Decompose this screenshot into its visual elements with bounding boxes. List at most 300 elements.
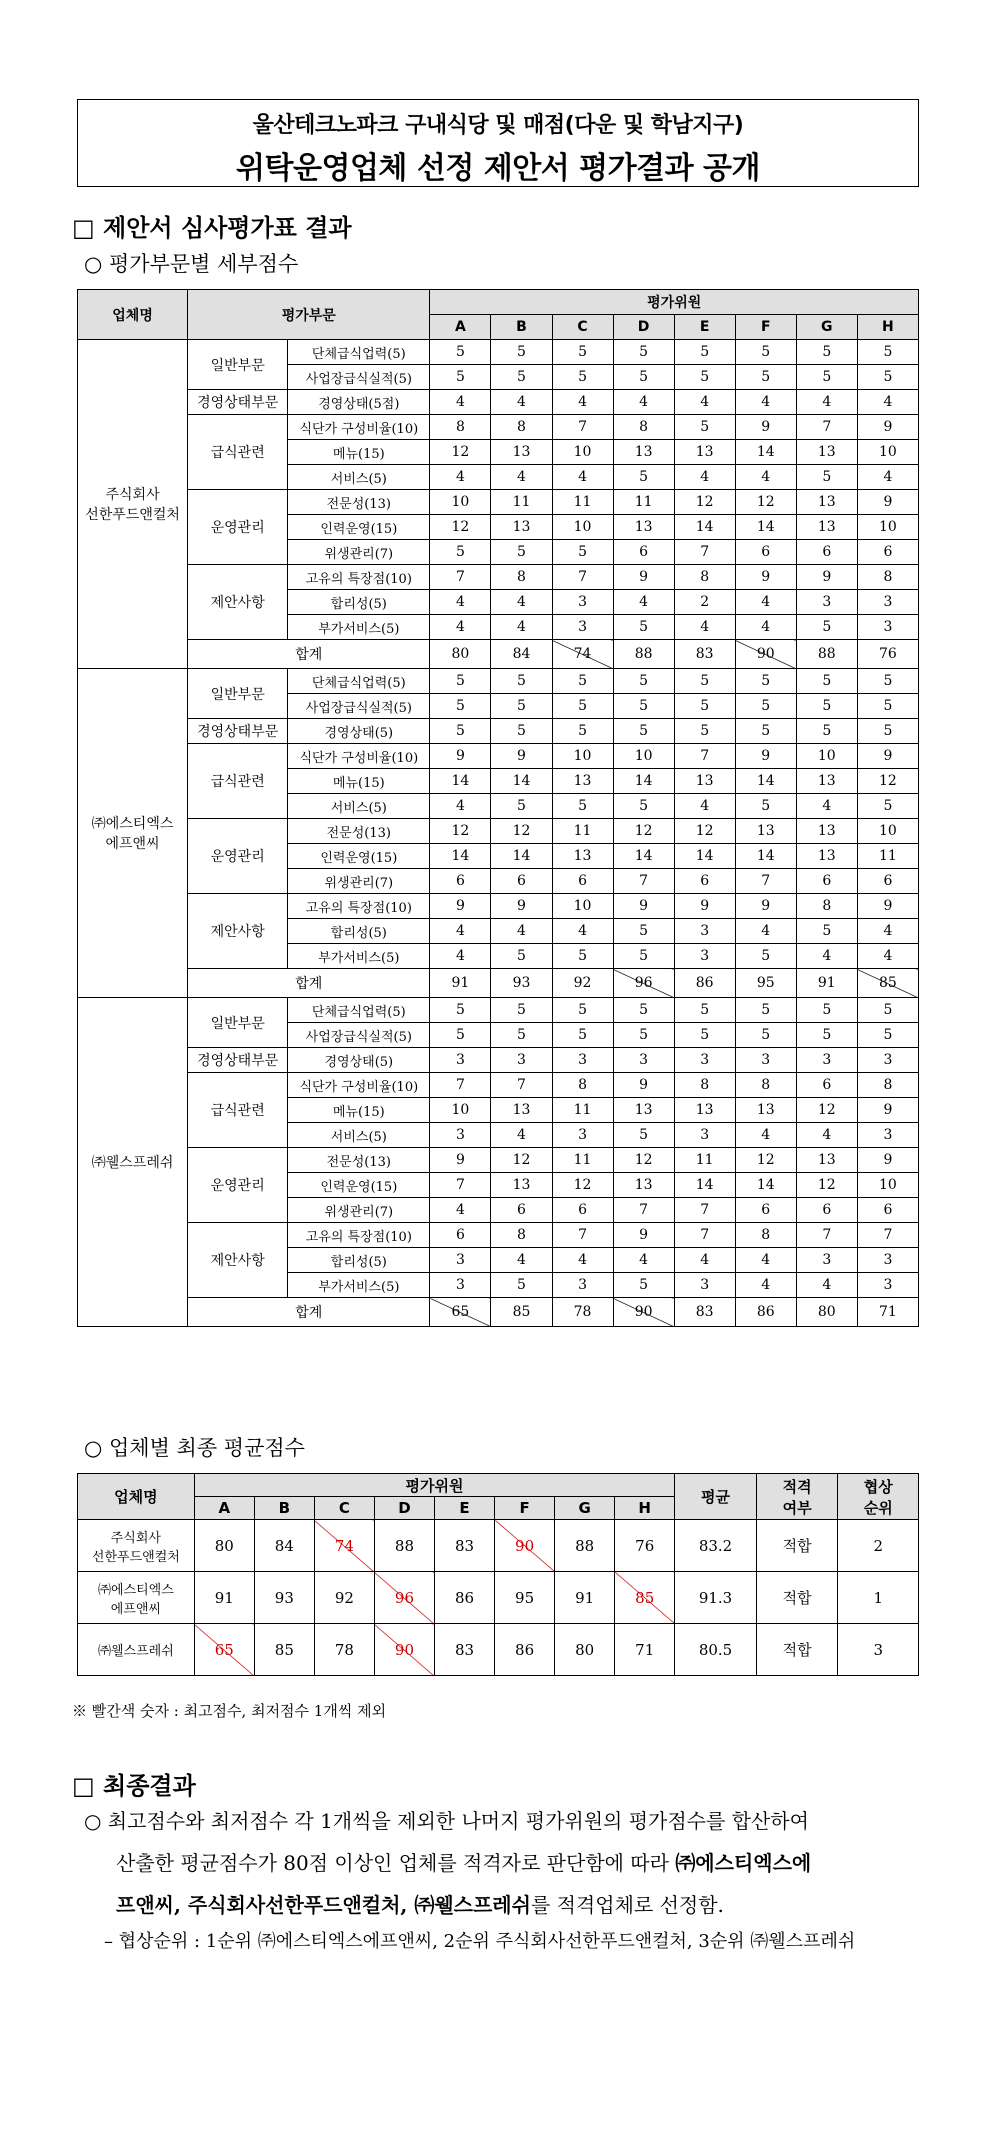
item-label: 경영상태(5점) (288, 390, 430, 415)
score-cell: 4 (430, 615, 491, 640)
fit-cell: 적합 (756, 1624, 838, 1676)
total-cell: 93 (491, 969, 552, 998)
score-cell: 10 (857, 1173, 918, 1198)
score-cell: 11 (552, 819, 613, 844)
evaluator-header: F (495, 1497, 555, 1520)
score-cell: 4 (491, 1123, 552, 1148)
score-cell: 4 (735, 590, 796, 615)
item-label: 단체급식업력(5) (288, 669, 430, 694)
score-cell: 88 (374, 1520, 434, 1572)
item-label: 식단가 구성비율(10) (288, 415, 430, 440)
total-cell: 65 (430, 1298, 491, 1327)
score-cell: 8 (491, 415, 552, 440)
score-cell: 5 (491, 944, 552, 969)
score-cell: 3 (857, 1123, 918, 1148)
score-cell: 9 (430, 1148, 491, 1173)
score-cell: 9 (857, 415, 918, 440)
score-cell: 2 (674, 590, 735, 615)
col-average-header: 평균 (675, 1474, 757, 1520)
score-cell: 5 (430, 669, 491, 694)
score-cell: 8 (857, 565, 918, 590)
score-cell: 3 (674, 944, 735, 969)
score-cell: 8 (735, 1223, 796, 1248)
score-cell: 5 (613, 615, 674, 640)
score-cell: 6 (796, 1198, 857, 1223)
score-cell: 12 (613, 1148, 674, 1173)
score-cell: 9 (796, 565, 857, 590)
score-cell: 9 (735, 894, 796, 919)
item-label: 인력운영(15) (288, 844, 430, 869)
score-cell: 4 (674, 794, 735, 819)
total-cell: 85 (857, 969, 918, 998)
score-cell: 5 (674, 1023, 735, 1048)
score-cell: 4 (674, 390, 735, 415)
total-label: 합계 (188, 1298, 430, 1327)
score-cell: 5 (430, 540, 491, 565)
score-cell: 4 (796, 794, 857, 819)
average-cell: 83.2 (675, 1520, 757, 1572)
score-cell: 4 (491, 465, 552, 490)
score-cell: 5 (674, 415, 735, 440)
score-cell: 5 (491, 694, 552, 719)
total-cell: 80 (430, 640, 491, 669)
item-label: 위생관리(7) (288, 1198, 430, 1223)
score-cell: 5 (796, 365, 857, 390)
total-cell: 84 (491, 640, 552, 669)
table-row (78, 1148, 919, 1173)
para-line-2 (84, 1842, 944, 1884)
table-row (78, 998, 919, 1023)
score-cell: 4 (735, 1123, 796, 1148)
score-cell: 10 (430, 490, 491, 515)
average-cell: 80.5 (675, 1624, 757, 1676)
fit-cell: 적합 (756, 1520, 838, 1572)
item-label: 고유의 특장점(10) (288, 565, 430, 590)
evaluator-header: D (374, 1497, 434, 1520)
item-label: 경영상태(5) (288, 1048, 430, 1073)
score-cell: 5 (491, 365, 552, 390)
score-cell: 11 (857, 844, 918, 869)
score-cell: 14 (613, 844, 674, 869)
score-cell: 12 (674, 490, 735, 515)
score-cell: 5 (552, 719, 613, 744)
score-cell: 71 (615, 1624, 675, 1676)
score-cell: 3 (857, 1273, 918, 1298)
table-row (78, 1048, 919, 1073)
score-cell: 3 (552, 1273, 613, 1298)
detail-score-table (77, 289, 919, 1327)
score-cell: 4 (491, 390, 552, 415)
table-row (78, 894, 919, 919)
evaluator-header: A (194, 1497, 254, 1520)
score-cell: 5 (857, 1023, 918, 1048)
score-cell: 91 (194, 1572, 254, 1624)
item-label: 고유의 특장점(10) (288, 894, 430, 919)
score-cell: 3 (552, 1123, 613, 1148)
para-line-3 (84, 1884, 944, 1926)
score-cell: 14 (430, 844, 491, 869)
score-cell: 11 (552, 490, 613, 515)
score-cell: 5 (430, 998, 491, 1023)
score-cell: 9 (857, 1098, 918, 1123)
score-cell: 5 (491, 540, 552, 565)
score-cell: 3 (430, 1273, 491, 1298)
score-cell: 4 (735, 465, 796, 490)
score-cell: 8 (430, 415, 491, 440)
score-cell: 9 (674, 894, 735, 919)
score-cell: 10 (430, 1098, 491, 1123)
score-cell: 9 (491, 744, 552, 769)
score-cell: 7 (674, 744, 735, 769)
item-label: 사업장급식실적(5) (288, 1023, 430, 1048)
score-cell: 5 (552, 540, 613, 565)
col-company-header: 업체명 (78, 290, 188, 340)
score-cell: 5 (613, 919, 674, 944)
score-cell: 83 (434, 1624, 494, 1676)
score-cell: 13 (796, 1148, 857, 1173)
score-cell: 8 (613, 415, 674, 440)
score-cell: 3 (674, 1273, 735, 1298)
score-cell: 84 (254, 1520, 314, 1572)
score-cell: 90 (374, 1624, 434, 1676)
score-cell: 7 (674, 540, 735, 565)
score-cell: 5 (491, 669, 552, 694)
score-cell: 14 (430, 769, 491, 794)
evaluator-header: B (254, 1497, 314, 1520)
score-cell: 8 (796, 894, 857, 919)
score-cell: 5 (735, 719, 796, 744)
score-cell: 6 (552, 1198, 613, 1223)
score-cell: 5 (552, 669, 613, 694)
score-cell: 3 (735, 1048, 796, 1073)
score-cell: 9 (613, 894, 674, 919)
score-cell: 5 (430, 365, 491, 390)
score-cell: 4 (735, 1248, 796, 1273)
score-cell: 5 (613, 794, 674, 819)
score-cell: 5 (857, 340, 918, 365)
total-label: 합계 (188, 969, 430, 998)
para-line-1: ○ 최고점수와 최저점수 각 1개씩을 제외한 나머지 평가위원의 평가점수를 합산하여 (84, 1809, 809, 1833)
score-cell: 11 (613, 490, 674, 515)
col-evaluators-header: 평가위원 (430, 290, 919, 315)
footnote: ※ 빨간색 숫자 : 최고점수, 최저점수 1개씩 제외 (72, 1702, 387, 1720)
score-cell: 5 (430, 1023, 491, 1048)
score-cell: 5 (796, 719, 857, 744)
score-cell: 14 (735, 1173, 796, 1198)
score-cell: 85 (254, 1624, 314, 1676)
item-label: 메뉴(15) (288, 1098, 430, 1123)
rank-line: – 협상순위 : 1순위 ㈜에스티엑스에프앤씨, 2순위 주식회사선한푸드앤컬처, 3순위 ㈜웰스프레쉬 (104, 1931, 856, 1952)
score-cell: 5 (613, 998, 674, 1023)
total-cell: 80 (796, 1298, 857, 1327)
score-cell: 80 (555, 1624, 615, 1676)
item-label: 부가서비스(5) (288, 944, 430, 969)
total-row (78, 640, 919, 669)
score-cell: 6 (430, 1223, 491, 1248)
score-cell: 3 (796, 1248, 857, 1273)
section-heading: □ 제안서 심사평가표 결과 (72, 214, 352, 242)
score-cell: 5 (735, 794, 796, 819)
item-label: 인력운영(15) (288, 515, 430, 540)
score-cell: 4 (735, 1273, 796, 1298)
score-cell: 13 (796, 440, 857, 465)
score-cell: 5 (735, 944, 796, 969)
item-label: 메뉴(15) (288, 440, 430, 465)
score-cell: 5 (430, 719, 491, 744)
score-cell: 13 (491, 515, 552, 540)
company-name: ㈜웰스프레쉬 (78, 998, 188, 1327)
score-cell: 10 (857, 819, 918, 844)
item-label: 위생관리(7) (288, 869, 430, 894)
score-cell: 5 (796, 1023, 857, 1048)
score-cell: 7 (430, 565, 491, 590)
score-cell: 5 (613, 944, 674, 969)
total-cell: 76 (857, 640, 918, 669)
score-cell: 5 (552, 1023, 613, 1048)
score-cell: 13 (491, 1098, 552, 1123)
score-cell: 10 (796, 744, 857, 769)
score-cell: 4 (796, 944, 857, 969)
score-cell: 85 (615, 1572, 675, 1624)
table-row (78, 1520, 919, 1572)
score-cell: 9 (857, 490, 918, 515)
score-cell: 5 (735, 1023, 796, 1048)
evaluator-header: H (857, 315, 918, 340)
item-label: 메뉴(15) (288, 769, 430, 794)
score-cell: 4 (857, 919, 918, 944)
total-cell: 90 (613, 1298, 674, 1327)
score-cell: 4 (857, 944, 918, 969)
score-cell: 14 (491, 844, 552, 869)
score-cell: 5 (796, 694, 857, 719)
score-cell: 12 (430, 819, 491, 844)
score-cell: 3 (796, 590, 857, 615)
score-cell: 5 (674, 694, 735, 719)
total-row (78, 1298, 919, 1327)
score-cell: 5 (491, 1273, 552, 1298)
table-row (78, 744, 919, 769)
score-cell: 5 (613, 1123, 674, 1148)
score-cell: 93 (254, 1572, 314, 1624)
score-cell: 5 (613, 340, 674, 365)
score-cell: 13 (796, 844, 857, 869)
score-cell: 14 (735, 769, 796, 794)
company-name: 주식회사 선한푸드앤컬처 (78, 340, 188, 669)
score-cell: 7 (430, 1073, 491, 1098)
score-cell: 86 (495, 1624, 555, 1676)
score-cell: 4 (613, 1248, 674, 1273)
company-name: ㈜웰스프레쉬 (78, 1624, 195, 1676)
score-cell: 5 (857, 998, 918, 1023)
score-cell: 13 (552, 844, 613, 869)
total-row (78, 969, 919, 998)
score-cell: 8 (491, 565, 552, 590)
score-cell: 12 (430, 515, 491, 540)
score-cell: 4 (674, 1248, 735, 1273)
table-row (78, 390, 919, 415)
table-row (78, 669, 919, 694)
score-cell: 14 (613, 769, 674, 794)
score-cell: 12 (430, 440, 491, 465)
score-cell: 5 (552, 794, 613, 819)
evaluator-header: H (615, 1497, 675, 1520)
item-label: 전문성(13) (288, 819, 430, 844)
score-cell: 4 (796, 1273, 857, 1298)
score-cell: 5 (674, 365, 735, 390)
score-cell: 9 (613, 1223, 674, 1248)
col-evaluators-header: 평가위원 (194, 1474, 675, 1497)
score-cell: 11 (491, 490, 552, 515)
score-cell: 6 (857, 1198, 918, 1223)
score-cell: 13 (613, 515, 674, 540)
score-cell: 3 (796, 1048, 857, 1073)
total-cell: 83 (674, 640, 735, 669)
item-label: 합리성(5) (288, 1248, 430, 1273)
score-cell: 10 (857, 440, 918, 465)
category-name: 급식관련 (188, 415, 288, 490)
score-cell: 9 (857, 744, 918, 769)
score-cell: 5 (674, 719, 735, 744)
score-cell: 5 (735, 694, 796, 719)
score-cell: 10 (552, 515, 613, 540)
score-cell: 13 (674, 1098, 735, 1123)
score-cell: 5 (796, 340, 857, 365)
score-cell: 8 (735, 1073, 796, 1098)
score-cell: 5 (796, 919, 857, 944)
score-cell: 9 (491, 894, 552, 919)
rank-cell: 1 (838, 1572, 919, 1624)
table-row (78, 340, 919, 365)
score-cell: 4 (491, 615, 552, 640)
score-cell: 5 (796, 465, 857, 490)
category-name: 운영관리 (188, 819, 288, 894)
score-cell: 3 (674, 1123, 735, 1148)
evaluator-header: E (434, 1497, 494, 1520)
score-cell: 12 (796, 1173, 857, 1198)
item-label: 부가서비스(5) (288, 615, 430, 640)
score-cell: 5 (613, 365, 674, 390)
score-cell: 3 (857, 590, 918, 615)
score-cell: 6 (796, 1073, 857, 1098)
total-cell: 74 (552, 640, 613, 669)
score-cell: 3 (552, 1048, 613, 1073)
score-cell: 5 (552, 365, 613, 390)
category-name: 급식관련 (188, 1073, 288, 1148)
evaluator-header: C (552, 315, 613, 340)
evaluator-header: C (314, 1497, 374, 1520)
para-text: 를 적격업체로 선정함. (530, 1893, 724, 1917)
score-cell: 7 (674, 1223, 735, 1248)
subsection-detail: ○ 평가부문별 세부점수 (84, 252, 299, 276)
score-cell: 5 (796, 669, 857, 694)
table-row (78, 490, 919, 515)
score-cell: 3 (491, 1048, 552, 1073)
rank-cell: 2 (838, 1520, 919, 1572)
category-name: 급식관련 (188, 744, 288, 819)
score-cell: 11 (552, 1148, 613, 1173)
item-label: 서비스(5) (288, 1123, 430, 1148)
company-name: ㈜에스티엑스 에프앤씨 (78, 1572, 195, 1624)
score-cell: 13 (796, 819, 857, 844)
total-cell: 95 (735, 969, 796, 998)
score-cell: 3 (674, 1048, 735, 1073)
score-cell: 10 (552, 440, 613, 465)
category-name: 일반부문 (188, 669, 288, 719)
score-cell: 7 (796, 415, 857, 440)
score-cell: 4 (430, 944, 491, 969)
score-cell: 6 (552, 869, 613, 894)
total-label: 합계 (188, 640, 430, 669)
score-cell: 11 (674, 1148, 735, 1173)
score-cell: 10 (552, 744, 613, 769)
table-row (78, 415, 919, 440)
score-cell: 5 (735, 669, 796, 694)
score-cell: 9 (735, 415, 796, 440)
evaluator-header: B (491, 315, 552, 340)
score-cell: 5 (735, 365, 796, 390)
score-cell: 7 (430, 1173, 491, 1198)
score-cell: 5 (491, 794, 552, 819)
score-cell: 4 (613, 390, 674, 415)
score-cell: 5 (796, 998, 857, 1023)
score-cell: 9 (735, 744, 796, 769)
score-cell: 3 (430, 1123, 491, 1148)
evaluator-header: A (430, 315, 491, 340)
item-label: 단체급식업력(5) (288, 998, 430, 1023)
category-name: 경영상태부문 (188, 1048, 288, 1073)
evaluator-header: G (796, 315, 857, 340)
score-cell: 4 (613, 590, 674, 615)
score-cell: 13 (552, 769, 613, 794)
score-cell: 91 (555, 1572, 615, 1624)
score-cell: 5 (857, 719, 918, 744)
score-cell: 4 (430, 590, 491, 615)
item-label: 식단가 구성비율(10) (288, 1073, 430, 1098)
evaluator-header: E (674, 315, 735, 340)
score-cell: 4 (857, 390, 918, 415)
score-cell: 7 (613, 869, 674, 894)
average-score-table (77, 1473, 919, 1676)
para-text: 산출한 평균점수가 80점 이상인 업체를 적격자로 판단함에 따라 (116, 1851, 676, 1875)
fit-cell: 적합 (756, 1572, 838, 1624)
evaluator-header: D (613, 315, 674, 340)
score-cell: 3 (857, 1248, 918, 1273)
score-cell: 7 (857, 1223, 918, 1248)
score-cell: 13 (491, 1173, 552, 1198)
score-cell: 10 (552, 894, 613, 919)
score-cell: 6 (430, 869, 491, 894)
score-cell: 12 (674, 819, 735, 844)
col-company-header: 업체명 (78, 1474, 195, 1520)
item-label: 전문성(13) (288, 490, 430, 515)
item-label: 전문성(13) (288, 1148, 430, 1173)
score-cell: 8 (491, 1223, 552, 1248)
category-name: 경영상태부문 (188, 390, 288, 415)
item-label: 단체급식업력(5) (288, 340, 430, 365)
score-cell: 6 (613, 540, 674, 565)
score-cell: 4 (674, 615, 735, 640)
score-cell: 14 (674, 515, 735, 540)
score-cell: 9 (857, 1148, 918, 1173)
score-cell: 5 (491, 719, 552, 744)
score-cell: 5 (552, 340, 613, 365)
table-row (78, 1572, 919, 1624)
score-cell: 76 (615, 1520, 675, 1572)
score-cell: 5 (735, 998, 796, 1023)
score-cell: 4 (491, 919, 552, 944)
total-cell: 71 (857, 1298, 918, 1327)
score-cell: 7 (796, 1223, 857, 1248)
